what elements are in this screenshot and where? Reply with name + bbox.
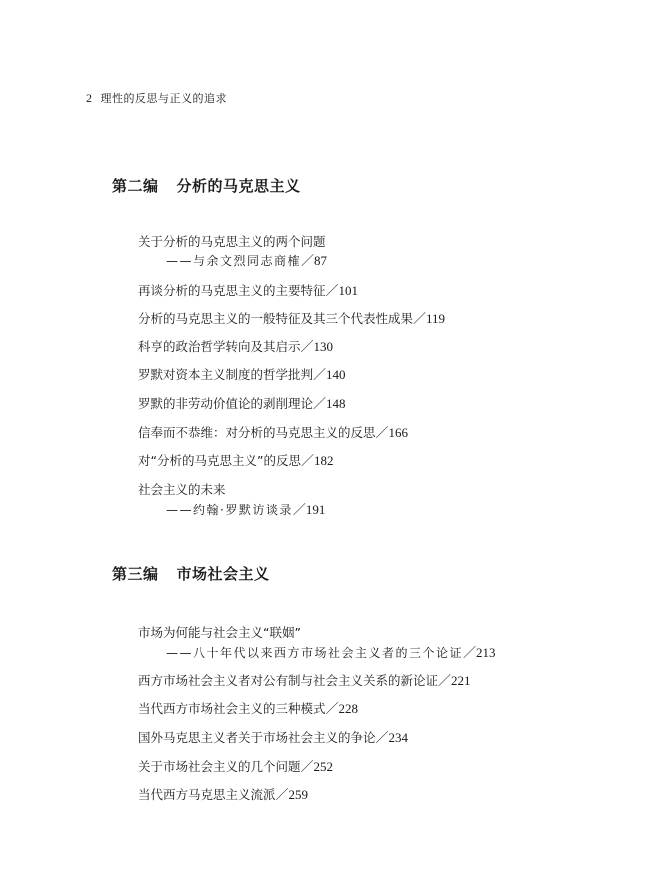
entry-page: ／191 (292, 502, 326, 517)
toc-entry[interactable] (138, 729, 408, 747)
part2-label: 第二编 (112, 177, 159, 195)
part2-name: 分析的马克思主义 (176, 177, 301, 195)
toc-entry[interactable] (138, 424, 408, 442)
toc-entry-subtitle[interactable] (166, 501, 325, 519)
part3-title (112, 563, 270, 584)
part3-name: 市场社会主义 (176, 565, 270, 583)
toc-entry[interactable] (138, 700, 358, 718)
entry-title: 科亨的政治哲学转向及其启示 (138, 339, 301, 354)
entry-page: ／130 (300, 339, 334, 354)
entry-page: ／140 (313, 367, 346, 382)
entry-title: 社会主义的未来 (138, 482, 226, 497)
book-title: 理性的反思与正义的追求 (100, 92, 227, 105)
entry-subtitle: ——八十年代以来西方市场社会主义者的三个论证 (166, 646, 464, 660)
entry-title: 国外马克思主义者关于市场社会主义的争论 (138, 730, 376, 745)
running-header (86, 90, 227, 106)
toc-entry-subtitle[interactable] (166, 644, 496, 662)
entry-title: 当代西方马克思主义流派 (138, 787, 276, 802)
entry-subtitle: ——约翰·罗默访谈录 (166, 503, 293, 517)
entry-title: 关于分析的马克思主义的两个问题 (138, 234, 326, 249)
entry-subtitle: ——与余文烈同志商榷 (166, 254, 302, 268)
entry-page: ／259 (275, 787, 309, 802)
toc-entry[interactable] (138, 310, 445, 328)
entry-title: 市场为何能与社会主义“联姻” (138, 625, 301, 640)
toc-entry[interactable] (138, 366, 346, 384)
toc-entry[interactable] (138, 786, 308, 804)
page-number: 2 (86, 91, 93, 105)
toc-entry[interactable] (138, 624, 301, 642)
entry-page: ／101 (325, 283, 359, 298)
toc-entry-subtitle[interactable] (166, 252, 327, 270)
entry-page: ／213 (463, 645, 496, 660)
entry-page: ／87 (301, 253, 328, 268)
entry-page: ／221 (438, 673, 471, 688)
entry-title: 再谈分析的马克思主义的主要特征 (138, 283, 326, 298)
toc-entry[interactable] (138, 481, 226, 499)
entry-title: 信奉而不恭维：对分析的马克思主义的反思 (138, 425, 376, 440)
entry-page: ／234 (375, 730, 409, 745)
entry-page: ／166 (375, 425, 409, 440)
entry-title: 罗默的非劳动价值论的剥削理论 (138, 396, 314, 411)
entry-title: 对“分析的马克思主义”的反思 (138, 453, 301, 468)
entry-page: ／148 (313, 396, 346, 411)
entry-page: ／252 (300, 759, 334, 774)
entry-page: ／119 (413, 311, 446, 326)
toc-entry[interactable] (138, 758, 333, 776)
toc-entry[interactable] (138, 672, 471, 690)
part3-label: 第三编 (112, 565, 159, 583)
toc-entry[interactable] (138, 282, 358, 300)
entry-page: ／182 (300, 453, 334, 468)
toc-entry[interactable] (138, 338, 333, 356)
entry-title: 西方市场社会主义者对公有制与社会主义关系的新论证 (138, 673, 439, 688)
entry-page: ／228 (325, 701, 359, 716)
entry-title: 关于市场社会主义的几个问题 (138, 759, 301, 774)
entry-title: 分析的马克思主义的一般特征及其三个代表性成果 (138, 311, 414, 326)
entry-title: 当代西方市场社会主义的三种模式 (138, 701, 326, 716)
entry-title: 罗默对资本主义制度的哲学批判 (138, 367, 314, 382)
toc-entry[interactable] (138, 395, 346, 413)
toc-entry[interactable] (138, 233, 326, 251)
toc-entry[interactable] (138, 452, 333, 470)
part2-title (112, 175, 301, 196)
